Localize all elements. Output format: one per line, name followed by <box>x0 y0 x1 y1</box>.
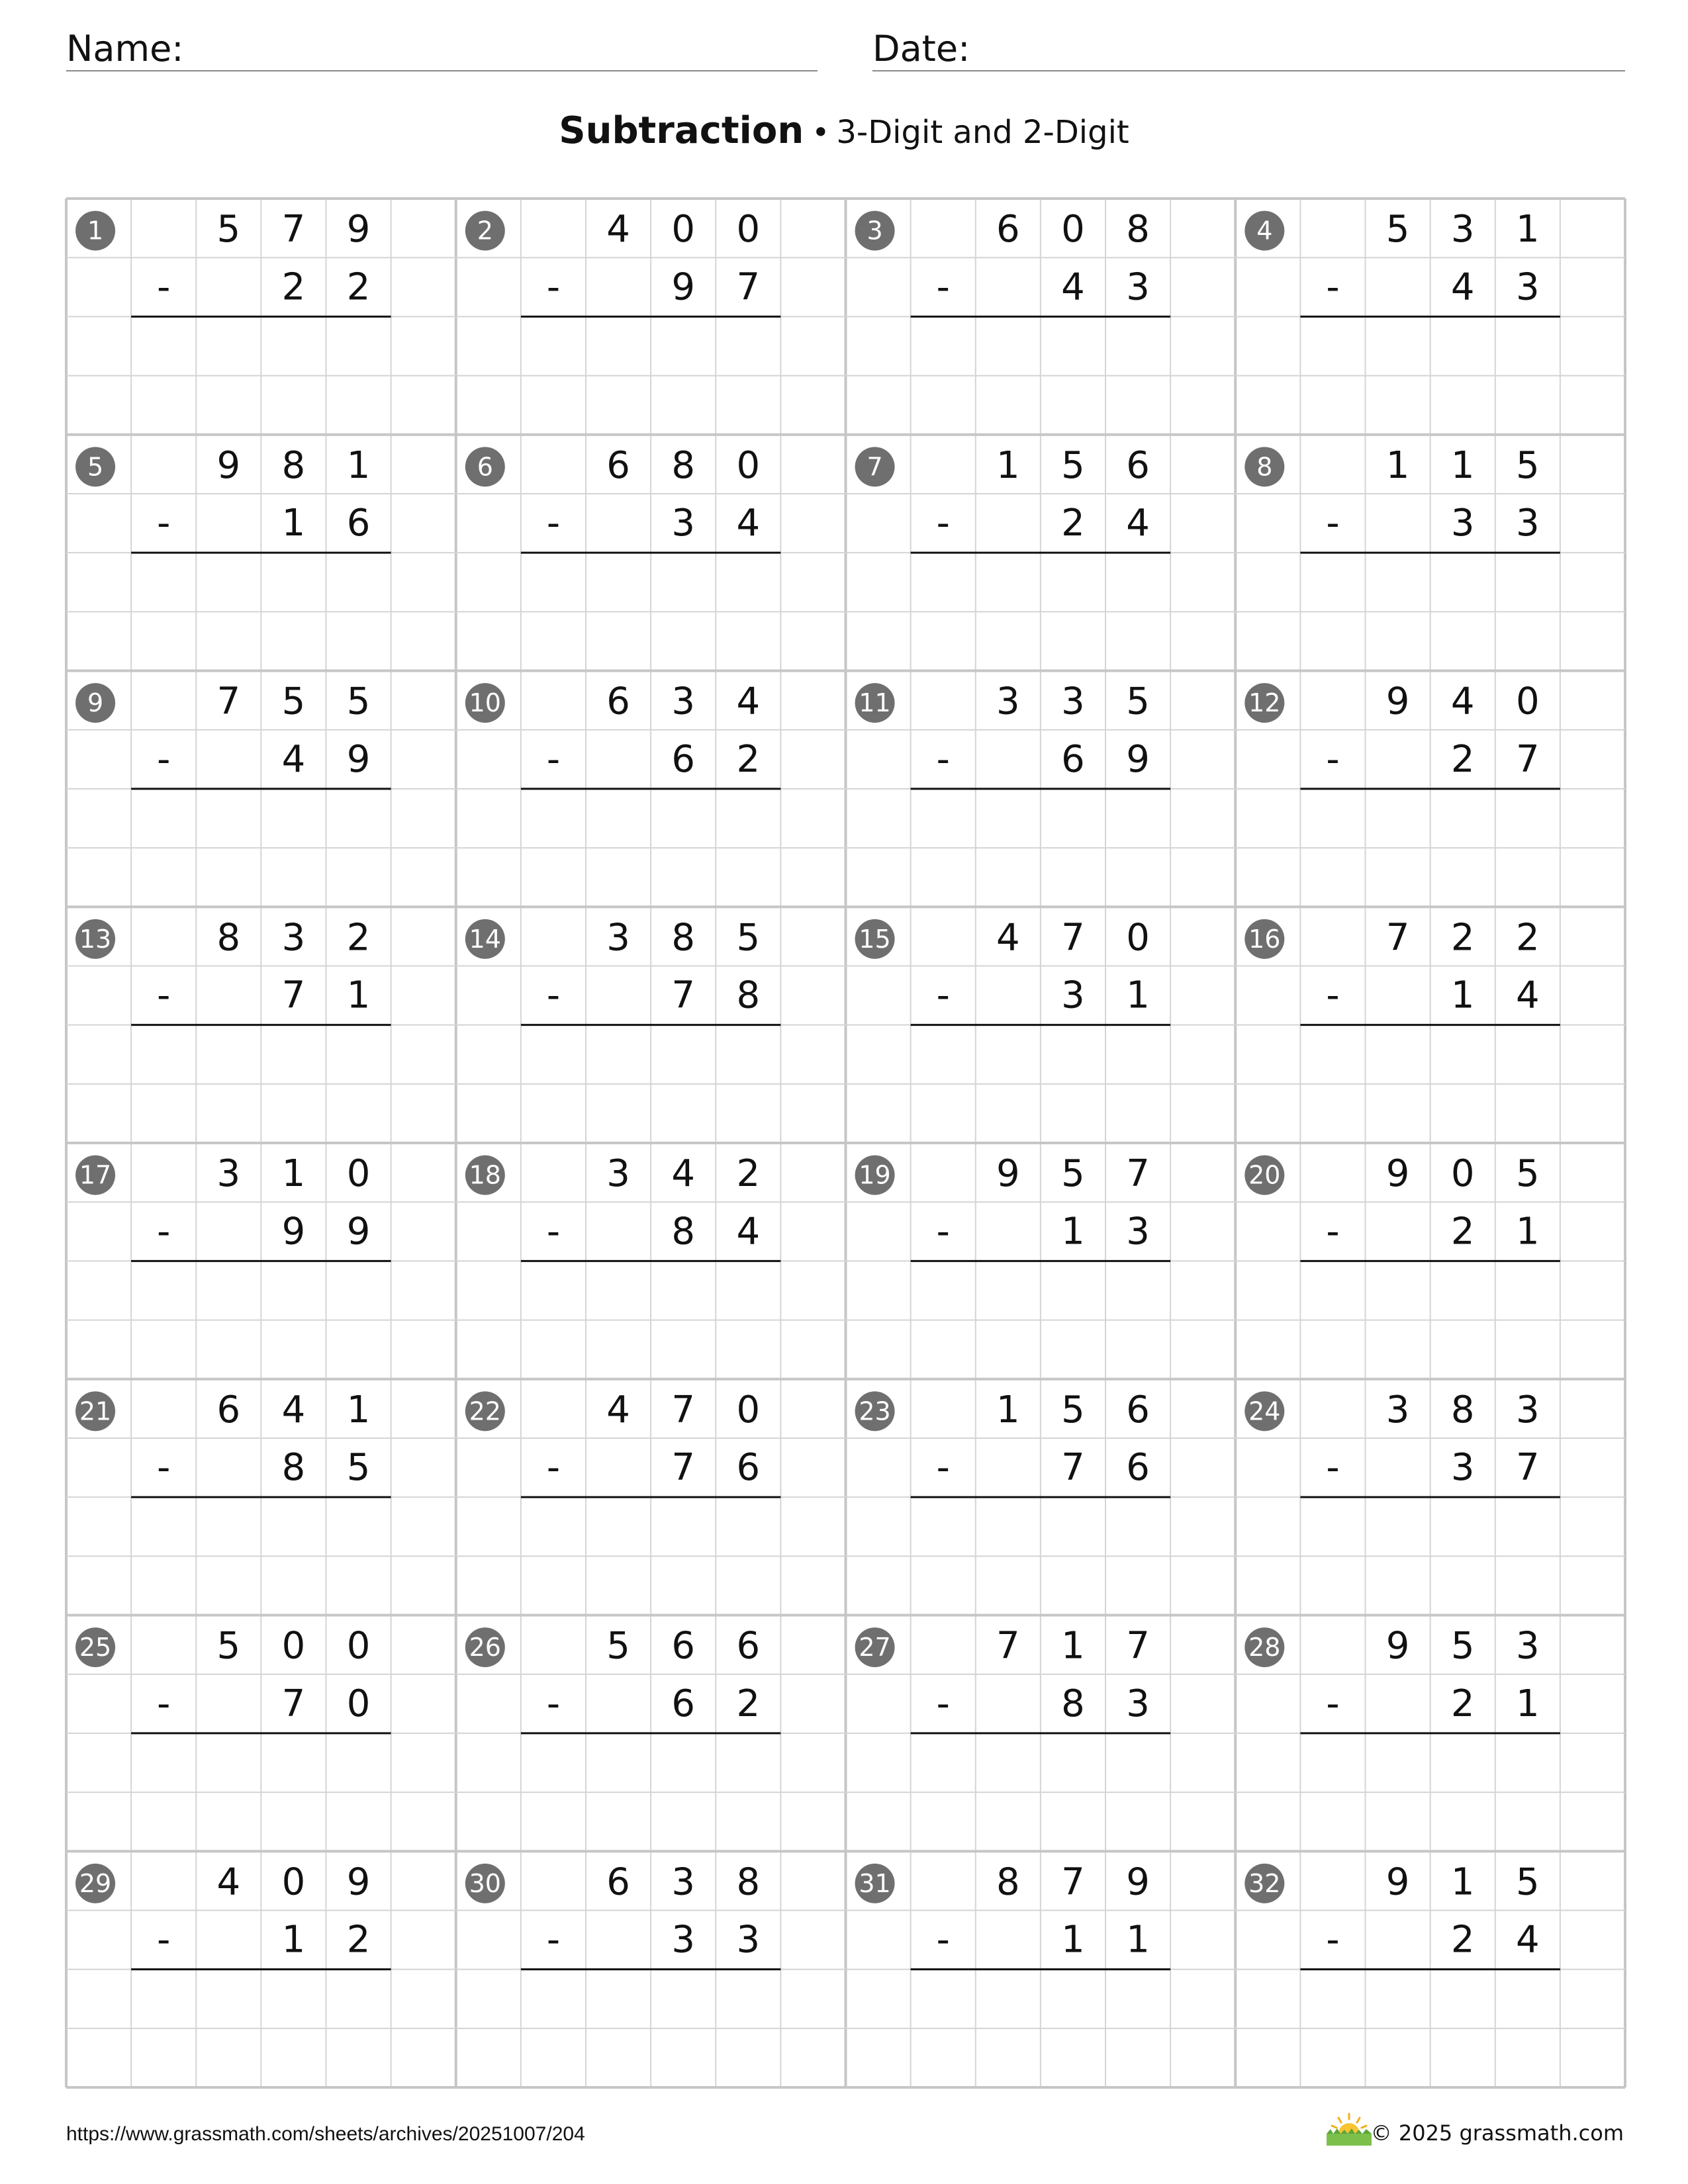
subtrahend-digit: 2 <box>1450 1210 1475 1253</box>
minus-sign: - <box>546 1446 561 1490</box>
minuend-digit: 7 <box>1126 1624 1150 1668</box>
minuend-digit: 7 <box>216 680 241 723</box>
problem-number: 8 <box>1256 452 1273 482</box>
minus-sign: - <box>546 1210 561 1253</box>
minuend-digit: 7 <box>1126 1152 1150 1196</box>
subtrahend-digit: 4 <box>736 1210 761 1253</box>
minuend-digit: 1 <box>346 443 371 487</box>
minuend-digit: 2 <box>346 916 371 960</box>
subtrahend-digit: 3 <box>1450 1446 1475 1490</box>
minuend-digit: 1 <box>1061 1624 1085 1668</box>
subtrahend-digit: 7 <box>1061 1446 1085 1490</box>
subtrahend-digit: 1 <box>1061 1918 1085 1962</box>
minuend-digit: 1 <box>1450 1860 1475 1904</box>
subtrahend-digit: 8 <box>671 1210 696 1253</box>
problem-number: 26 <box>469 1633 501 1662</box>
subtrahend-digit: 6 <box>671 737 696 781</box>
minuend-digit: 4 <box>671 1152 696 1196</box>
subtrahend-digit: 4 <box>1126 502 1150 545</box>
minuend-digit: 0 <box>281 1860 306 1904</box>
subtrahend-digit: 3 <box>1515 265 1540 309</box>
minuend-digit: 6 <box>671 1624 696 1668</box>
problem-number: 27 <box>859 1633 891 1662</box>
minus-sign: - <box>1326 1446 1340 1490</box>
date-label: Date: <box>872 28 970 69</box>
problem-number: 20 <box>1248 1160 1281 1190</box>
subtrahend-digit: 3 <box>1126 1682 1150 1725</box>
minuend-digit: 5 <box>1061 1388 1085 1432</box>
minus-sign: - <box>157 1918 171 1962</box>
subtrahend-digit: 1 <box>1061 1210 1085 1253</box>
subtrahend-digit: 1 <box>346 974 371 1017</box>
minuend-digit: 1 <box>1450 443 1475 487</box>
subtrahend-digit: 1 <box>281 1918 306 1962</box>
minus-sign: - <box>1326 1210 1340 1253</box>
minuend-digit: 0 <box>281 1624 306 1668</box>
subtrahend-digit: 9 <box>1126 737 1150 781</box>
minuend-digit: 1 <box>346 1388 371 1432</box>
minuend-digit: 5 <box>346 680 371 723</box>
subtrahend-digit: 9 <box>346 737 371 781</box>
subtrahend-digit: 8 <box>281 1446 306 1490</box>
problem-number: 19 <box>859 1160 891 1190</box>
minuend-digit: 3 <box>606 916 630 960</box>
subtrahend-digit: 4 <box>281 737 306 781</box>
minuend-digit: 6 <box>1126 443 1150 487</box>
minuend-digit: 9 <box>1385 1152 1410 1196</box>
problem-number: 17 <box>79 1160 112 1190</box>
subtrahend-digit: 1 <box>1515 1210 1540 1253</box>
problem-number: 21 <box>79 1396 112 1426</box>
problem-number: 9 <box>87 688 104 718</box>
minuend-digit: 5 <box>1515 1152 1540 1196</box>
subtrahend-digit: 4 <box>1450 265 1475 309</box>
minuend-digit: 6 <box>606 443 630 487</box>
minuend-digit: 6 <box>216 1388 241 1432</box>
minus-sign: - <box>1326 265 1340 309</box>
problem-number: 23 <box>859 1396 891 1426</box>
minus-sign: - <box>546 1682 561 1725</box>
problem-number: 28 <box>1248 1633 1281 1662</box>
minus-sign: - <box>546 502 561 545</box>
problem-number: 15 <box>859 924 891 954</box>
minuend-digit: 2 <box>1515 916 1540 960</box>
minuend-digit: 4 <box>606 208 630 251</box>
subtrahend-digit: 7 <box>671 1446 696 1490</box>
subtrahend-digit: 1 <box>1126 1918 1150 1962</box>
subtrahend-digit: 2 <box>1061 502 1085 545</box>
minuend-digit: 1 <box>996 443 1020 487</box>
footer-copyright: © 2025 grassmath.com <box>1370 2120 1624 2146</box>
minuend-digit: 5 <box>216 1624 241 1668</box>
minus-sign: - <box>936 974 950 1017</box>
subtrahend-digit: 6 <box>1061 737 1085 781</box>
subtrahend-digit: 3 <box>1126 1210 1150 1253</box>
minuend-digit: 3 <box>671 1860 696 1904</box>
subtrahend-digit: 6 <box>671 1682 696 1725</box>
minuend-digit: 9 <box>1385 1624 1410 1668</box>
minuend-digit: 4 <box>216 1860 241 1904</box>
minuend-digit: 6 <box>736 1624 761 1668</box>
minuend-digit: 0 <box>671 208 696 251</box>
minuend-digit: 5 <box>1061 1152 1085 1196</box>
minus-sign: - <box>936 1918 950 1962</box>
minuend-digit: 2 <box>1450 916 1475 960</box>
problem-number: 24 <box>1248 1396 1281 1426</box>
problem-number: 6 <box>477 452 493 482</box>
subtrahend-digit: 8 <box>1061 1682 1085 1725</box>
minuend-digit: 0 <box>1126 916 1150 960</box>
problem-number: 13 <box>79 924 112 954</box>
minus-sign: - <box>1326 1918 1340 1962</box>
minuend-digit: 7 <box>281 208 306 251</box>
minuend-digit: 9 <box>346 1860 371 1904</box>
subtrahend-digit: 7 <box>736 265 761 309</box>
minuend-digit: 9 <box>346 208 371 251</box>
minus-sign: - <box>546 974 561 1017</box>
title-main: Subtraction <box>559 109 804 152</box>
minuend-digit: 6 <box>606 680 630 723</box>
problem-number: 10 <box>469 688 501 718</box>
subtrahend-digit: 1 <box>1450 974 1475 1017</box>
minus-sign: - <box>546 737 561 781</box>
title-separator: • <box>812 114 830 150</box>
subtrahend-digit: 4 <box>1515 974 1540 1017</box>
minuend-digit: 8 <box>996 1860 1020 1904</box>
problem-number: 16 <box>1248 924 1281 954</box>
minuend-digit: 7 <box>671 1388 696 1432</box>
minuend-digit: 5 <box>1061 443 1085 487</box>
minuend-digit: 8 <box>1450 1388 1475 1432</box>
problem-number: 32 <box>1248 1868 1281 1898</box>
subtrahend-digit: 3 <box>1126 265 1150 309</box>
minuend-digit: 2 <box>736 1152 761 1196</box>
subtrahend-digit: 7 <box>1515 1446 1540 1490</box>
subtrahend-digit: 6 <box>736 1446 761 1490</box>
subtrahend-digit: 2 <box>1450 1918 1475 1962</box>
minus-sign: - <box>936 502 950 545</box>
subtrahend-digit: 5 <box>346 1446 371 1490</box>
minuend-digit: 0 <box>1450 1152 1475 1196</box>
subtrahend-digit: 3 <box>671 502 696 545</box>
minuend-digit: 7 <box>996 1624 1020 1668</box>
minus-sign: - <box>1326 502 1340 545</box>
subtrahend-digit: 3 <box>1061 974 1085 1017</box>
minuend-digit: 4 <box>606 1388 630 1432</box>
minuend-digit: 9 <box>1385 1860 1410 1904</box>
subtrahend-digit: 1 <box>1515 1682 1540 1725</box>
minuend-digit: 9 <box>1385 680 1410 723</box>
problem-number: 14 <box>469 924 501 954</box>
subtrahend-digit: 9 <box>281 1210 306 1253</box>
minuend-digit: 3 <box>606 1152 630 1196</box>
problem-number: 18 <box>469 1160 501 1190</box>
subtrahend-digit: 9 <box>671 265 696 309</box>
problem-number: 29 <box>79 1868 112 1898</box>
minuend-digit: 5 <box>1515 443 1540 487</box>
minuend-digit: 7 <box>1061 1860 1085 1904</box>
minus-sign: - <box>157 1682 171 1725</box>
minuend-digit: 3 <box>996 680 1020 723</box>
minus-sign: - <box>157 265 171 309</box>
subtrahend-digit: 4 <box>736 502 761 545</box>
subtrahend-digit: 7 <box>671 974 696 1017</box>
minuend-digit: 3 <box>1385 1388 1410 1432</box>
minuend-digit: 0 <box>346 1624 371 1668</box>
minuend-digit: 1 <box>996 1388 1020 1432</box>
minuend-digit: 3 <box>1061 680 1085 723</box>
minuend-digit: 8 <box>736 1860 761 1904</box>
subtrahend-digit: 4 <box>1515 1918 1540 1962</box>
minuend-digit: 5 <box>281 680 306 723</box>
problem-number: 30 <box>469 1868 501 1898</box>
minuend-digit: 8 <box>216 916 241 960</box>
problem-number: 11 <box>859 688 891 718</box>
problem-number: 22 <box>469 1396 501 1426</box>
problem-number: 7 <box>867 452 883 482</box>
subtrahend-digit: 2 <box>281 265 306 309</box>
minuend-digit: 9 <box>996 1152 1020 1196</box>
subtrahend-digit: 7 <box>281 1682 306 1725</box>
minuend-digit: 5 <box>1515 1860 1540 1904</box>
name-label: Name: <box>66 28 184 69</box>
minus-sign: - <box>157 737 171 781</box>
minuend-digit: 3 <box>1450 208 1475 251</box>
minuend-digit: 3 <box>1515 1388 1540 1432</box>
minuend-digit: 8 <box>281 443 306 487</box>
minuend-digit: 6 <box>1126 1388 1150 1432</box>
minuend-digit: 0 <box>736 208 761 251</box>
minus-sign: - <box>157 1446 171 1490</box>
subtrahend-digit: 3 <box>1450 502 1475 545</box>
minuend-digit: 3 <box>671 680 696 723</box>
minuend-digit: 6 <box>996 208 1020 251</box>
minus-sign: - <box>936 1446 950 1490</box>
minuend-digit: 8 <box>671 916 696 960</box>
subtrahend-digit: 0 <box>346 1682 371 1725</box>
minuend-digit: 1 <box>281 1152 306 1196</box>
subtrahend-digit: 6 <box>346 502 371 545</box>
subtrahend-digit: 3 <box>1515 502 1540 545</box>
minus-sign: - <box>936 265 950 309</box>
problem-number: 5 <box>87 452 104 482</box>
minuend-digit: 0 <box>346 1152 371 1196</box>
problem-number: 12 <box>1248 688 1281 718</box>
minuend-digit: 4 <box>281 1388 306 1432</box>
subtrahend-digit: 2 <box>1450 737 1475 781</box>
minuend-digit: 3 <box>281 916 306 960</box>
subtrahend-digit: 2 <box>346 1918 371 1962</box>
subtrahend-digit: 2 <box>346 265 371 309</box>
minuend-digit: 5 <box>1126 680 1150 723</box>
minuend-digit: 7 <box>1385 916 1410 960</box>
minuend-digit: 6 <box>606 1860 630 1904</box>
minuend-digit: 0 <box>736 443 761 487</box>
subtrahend-digit: 8 <box>736 974 761 1017</box>
minus-sign: - <box>546 265 561 309</box>
subtrahend-digit: 2 <box>736 1682 761 1725</box>
minus-sign: - <box>546 1918 561 1962</box>
minuend-digit: 3 <box>216 1152 241 1196</box>
problem-number: 1 <box>87 216 104 246</box>
problem-number: 31 <box>859 1868 891 1898</box>
subtrahend-digit: 9 <box>346 1210 371 1253</box>
minuend-digit: 9 <box>216 443 241 487</box>
minuend-digit: 0 <box>1061 208 1085 251</box>
minuend-digit: 5 <box>736 916 761 960</box>
minus-sign: - <box>1326 1682 1340 1725</box>
subtrahend-digit: 3 <box>736 1918 761 1962</box>
minuend-digit: 4 <box>996 916 1020 960</box>
minuend-digit: 7 <box>1061 916 1085 960</box>
minuend-digit: 3 <box>1515 1624 1540 1668</box>
minuend-digit: 4 <box>736 680 761 723</box>
minuend-digit: 5 <box>606 1624 630 1668</box>
minuend-digit: 5 <box>1450 1624 1475 1668</box>
minuend-digit: 9 <box>1126 1860 1150 1904</box>
subtrahend-digit: 1 <box>1126 974 1150 1017</box>
sun-over-grass-icon <box>1324 2111 1374 2148</box>
minus-sign: - <box>936 1682 950 1725</box>
minuend-digit: 5 <box>216 208 241 251</box>
subtrahend-digit: 7 <box>281 974 306 1017</box>
subtrahend-digit: 4 <box>1061 265 1085 309</box>
subtrahend-digit: 1 <box>281 502 306 545</box>
problem-number: 4 <box>1256 216 1273 246</box>
subtrahend-digit: 2 <box>1450 1682 1475 1725</box>
minuend-digit: 0 <box>1515 680 1540 723</box>
minuend-digit: 1 <box>1385 443 1410 487</box>
subtrahend-digit: 6 <box>1126 1446 1150 1490</box>
subtrahend-digit: 2 <box>736 737 761 781</box>
minus-sign: - <box>157 974 171 1017</box>
problem-number: 2 <box>477 216 493 246</box>
minus-sign: - <box>1326 737 1340 781</box>
minuend-digit: 5 <box>1385 208 1410 251</box>
minuend-digit: 1 <box>1515 208 1540 251</box>
minus-sign: - <box>936 737 950 781</box>
subtrahend-digit: 3 <box>671 1918 696 1962</box>
minus-sign: - <box>157 1210 171 1253</box>
problem-number: 25 <box>79 1633 112 1662</box>
minuend-digit: 4 <box>1450 680 1475 723</box>
minuend-digit: 8 <box>1126 208 1150 251</box>
minus-sign: - <box>157 502 171 545</box>
minuend-digit: 8 <box>671 443 696 487</box>
problem-number: 3 <box>867 216 883 246</box>
title-subtitle: 3-Digit and 2-Digit <box>836 114 1129 151</box>
footer-url: https://www.grassmath.com/sheets/archives/20251007/204 <box>66 2123 585 2145</box>
subtrahend-digit: 7 <box>1515 737 1540 781</box>
minuend-digit: 0 <box>736 1388 761 1432</box>
minus-sign: - <box>936 1210 950 1253</box>
minus-sign: - <box>1326 974 1340 1017</box>
